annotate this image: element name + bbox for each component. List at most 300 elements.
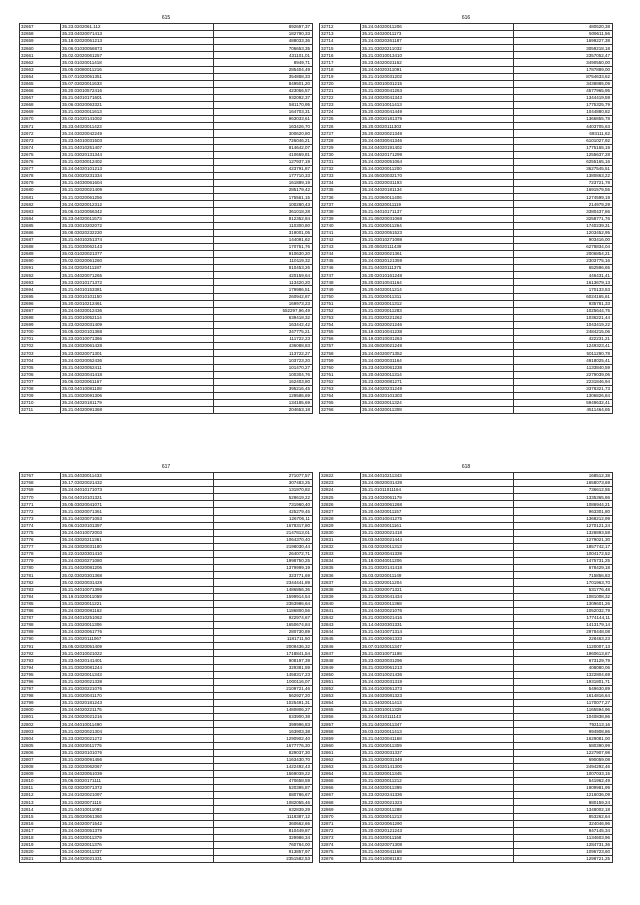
table-row: [20, 593, 313, 600]
row-id-cell: 32757: [320, 343, 361, 350]
row-id-cell: 32666: [20, 87, 61, 94]
code-cell: 35.24.03020061428: [61, 343, 214, 350]
code-cell: 35.23.02010171372: [61, 279, 214, 286]
row-id-cell: 32746: [320, 265, 361, 272]
amount-cell: 2147813,01: [214, 529, 313, 536]
row-id-cell: 32692: [20, 272, 61, 279]
table-row: [320, 385, 613, 392]
row-id-cell: 32727: [320, 130, 361, 137]
code-cell: 35.03.01020011418: [61, 59, 214, 66]
table-row: [320, 24, 613, 31]
row-id-cell: 32675: [20, 151, 61, 158]
row-id-cell: 32785: [20, 600, 61, 607]
table-row: [20, 614, 313, 621]
code-cell: 35.21.04020041168: [361, 848, 514, 855]
code-cell: 35.24.03020021361: [361, 251, 514, 258]
row-id-cell: 32669: [20, 109, 61, 116]
row-id-cell: 32873: [320, 834, 361, 841]
table-row: [320, 94, 613, 101]
table-row: [20, 87, 313, 94]
row-id-cell: 32843: [320, 621, 361, 628]
code-cell: 35.24.02020011376: [61, 841, 214, 848]
table-row: [320, 109, 613, 116]
row-id-cell: 32751: [320, 300, 361, 307]
code-cell: 35.14.04020301331: [361, 621, 514, 628]
table-row: [320, 508, 613, 515]
row-id-cell: 32703: [20, 350, 61, 357]
amount-cell: 1249323,41: [514, 343, 613, 350]
code-cell: 35.21.04010071399: [61, 586, 214, 593]
code-cell: 35.05.03020041071: [61, 501, 214, 508]
amount-cell: 170133,53: [514, 286, 613, 293]
code-cell: 35.23.03020081271: [361, 378, 514, 385]
table-row: [20, 515, 313, 522]
row-id-cell: 32854: [320, 700, 361, 707]
code-cell: 35.02.03020071372: [61, 785, 214, 792]
table-row: [20, 158, 313, 165]
code-cell: 35.24.05020032170: [361, 172, 514, 179]
amount-cell: 760784,00: [214, 841, 313, 848]
code-cell: 35.24.04010171073: [61, 487, 214, 494]
row-id-cell: 32791: [20, 643, 61, 650]
amount-cell: 652596,65: [514, 265, 613, 272]
row-id-cell: 32858: [320, 728, 361, 735]
amount-cell: 520395,87: [214, 785, 313, 792]
row-id-cell: 32870: [320, 813, 361, 820]
code-cell: 35.24.03020061776: [61, 629, 214, 636]
amount-cell: 169973,23: [214, 300, 313, 307]
table-row: [20, 621, 313, 628]
table-row: [20, 856, 313, 863]
table-row: [320, 137, 613, 144]
row-id-cell: 32869: [320, 806, 361, 813]
table-row: [320, 579, 613, 586]
table-row: [20, 487, 313, 494]
code-cell: 35.24.04020101213: [61, 165, 214, 172]
amount-cell: 161889,19: [214, 180, 313, 187]
amount-cell: 420159,64: [214, 272, 313, 279]
amount-cell: 792113,16: [514, 721, 613, 728]
table-row: [20, 314, 313, 321]
code-cell: 35.24.03020121359: [361, 258, 514, 265]
document-page: [319, 463, 613, 863]
amount-cell: 2484215,06: [514, 329, 613, 336]
amount-cell: 2353986,64: [214, 600, 313, 607]
table-row: [20, 579, 313, 586]
table-row: [320, 123, 613, 130]
amount-cell: 182790,33: [214, 31, 313, 38]
row-id-cell: 32846: [320, 643, 361, 650]
code-cell: 35.21.03020011309: [361, 742, 514, 749]
code-cell: 35.23.04020011423: [61, 123, 214, 130]
code-cell: 35.24.04020081323: [361, 692, 514, 699]
amount-cell: 4918025,41: [514, 357, 613, 364]
code-cell: 35.21.02020061256: [61, 194, 214, 201]
table-row: [20, 501, 313, 508]
amount-cell: 549630,89: [514, 685, 613, 692]
amount-cell: 8949,71: [214, 59, 313, 66]
code-cell: 35.24.03020011775: [61, 742, 214, 749]
table-row: [20, 742, 313, 749]
code-cell: 35.21.03010011413: [361, 102, 514, 109]
row-id-cell: 32787: [20, 614, 61, 621]
code-cell: 35.21.02020021338: [61, 678, 214, 685]
amount-cell: 1701963,70: [514, 579, 613, 586]
code-cell: 35.20.04020011314: [361, 371, 514, 378]
table-row: [20, 657, 313, 664]
table-row: [320, 236, 613, 243]
amount-cell: 853262,64: [514, 813, 613, 820]
amount-cell: 1170077,27: [514, 700, 613, 707]
table-row: [320, 350, 613, 357]
code-cell: 35.21.04020052411: [61, 364, 214, 371]
row-id-cell: 32875: [320, 848, 361, 855]
code-cell: 35.21.02020021304: [61, 728, 214, 735]
amount-cell: 947145,34: [514, 827, 613, 834]
row-id-cell: 32814: [20, 806, 61, 813]
amount-cell: 1909981,99: [514, 785, 613, 792]
row-id-cell: 32738: [320, 208, 361, 215]
row-id-cell: 32771: [20, 501, 61, 508]
amount-cell: 3438885,09: [514, 80, 613, 87]
amount-cell: 4577965,95: [514, 87, 613, 94]
code-cell: 35.06.03020171111: [61, 778, 214, 785]
row-id-cell: 32762: [320, 378, 361, 385]
code-cell: 35.21.03010013410: [361, 52, 514, 59]
table-row: [20, 664, 313, 671]
row-id-cell: 32718: [320, 66, 361, 73]
row-id-cell: 32763: [320, 385, 361, 392]
row-id-cell: 32799: [20, 700, 61, 707]
table-row: [20, 714, 313, 721]
code-cell: 35.22.01020301410: [61, 551, 214, 558]
table-row: [20, 31, 313, 38]
code-cell: 35.23.02020031409: [61, 321, 214, 328]
table-row: [320, 678, 613, 685]
amount-cell: 470658,59: [214, 778, 313, 785]
amount-cell: 715856,83: [514, 572, 613, 579]
amount-cell: 1298721,25: [514, 856, 613, 863]
code-cell: 35.24.04020021331: [61, 856, 214, 863]
code-cell: 35.24.04020061268: [361, 501, 514, 508]
table-row: [320, 45, 613, 52]
page-number: 617: [161, 464, 171, 470]
table-row: [320, 208, 613, 215]
table-row: [20, 45, 313, 52]
amount-cell: 903416,00: [514, 236, 613, 243]
code-cell: 35.21.04020041168: [361, 735, 514, 742]
row-id-cell: 32701: [20, 336, 61, 343]
code-cell: 35.03.02020011149: [361, 572, 514, 579]
amount-cell: 736612,55: [514, 487, 613, 494]
table-row: [20, 222, 313, 229]
amount-cell: 581170,95: [214, 102, 313, 109]
table-row: [20, 336, 313, 343]
amount-cell: 285404,49: [214, 66, 313, 73]
table-row: [20, 73, 313, 80]
table-row: [320, 187, 613, 194]
amount-cell: 6024165,61: [514, 293, 613, 300]
row-id-cell: 32670: [20, 116, 61, 123]
code-cell: 35.21.03020031193: [361, 180, 514, 187]
row-id-cell: 32667: [20, 94, 61, 101]
row-id-cell: 32719: [320, 73, 361, 80]
row-id-cell: 32844: [320, 629, 361, 636]
amount-cell: 1857742,17: [514, 543, 613, 550]
table-row: [320, 565, 613, 572]
table-row: [320, 827, 613, 834]
code-cell: 35.18.03040011206: [361, 558, 514, 565]
code-cell: 35.24.03020031319: [361, 678, 514, 685]
amount-cell: 2978448,08: [514, 629, 613, 636]
code-cell: 35.03.01020021377: [61, 251, 214, 258]
amount-cell: 910630,20: [214, 251, 313, 258]
row-id-cell: 32752: [320, 307, 361, 314]
row-id-cell: 32749: [320, 286, 361, 293]
table-row: [320, 222, 613, 229]
row-id-cell: 32673: [20, 137, 61, 144]
amount-cell: 100304,76: [214, 371, 313, 378]
amount-cell: 1328893,58: [514, 529, 613, 536]
code-cell: 35.24.03020261187: [361, 38, 514, 45]
amount-cell: 2231846,94: [514, 378, 613, 385]
table-row: [320, 38, 613, 45]
row-id-cell: 32865: [320, 778, 361, 785]
code-cell: 35.21.03020011212: [361, 778, 514, 785]
code-cell: 35.21.04010071314: [361, 629, 514, 636]
row-id-cell: 32876: [320, 856, 361, 863]
row-id-cell: 32696: [20, 300, 61, 307]
table-row: [20, 130, 313, 137]
row-id-cell: 32709: [20, 392, 61, 399]
row-id-cell: 32805: [20, 742, 61, 749]
code-cell: 35.21.03020221262: [361, 314, 514, 321]
code-cell: 35.24.03020011324: [361, 399, 514, 406]
table-row: [320, 551, 613, 558]
amount-cell: 1284731,36: [514, 841, 613, 848]
row-id-cell: 32809: [20, 770, 61, 777]
row-id-cell: 32741: [320, 229, 361, 236]
table-row: [320, 834, 613, 841]
row-id-cell: 32851: [320, 678, 361, 685]
table-row: [20, 236, 313, 243]
amount-cell: 1118387,12: [214, 813, 313, 820]
table-row: [20, 229, 313, 236]
amount-cell: 1931801,71: [514, 678, 613, 685]
table-row: [320, 321, 613, 328]
row-id-cell: 32780: [20, 565, 61, 572]
table-row: [320, 251, 613, 258]
row-id-cell: 32715: [320, 45, 361, 52]
row-id-cell: 32826: [320, 501, 361, 508]
amount-cell: 423056,57: [214, 87, 313, 94]
table-row: [320, 721, 613, 728]
code-cell: 35.20.04020011157: [361, 508, 514, 515]
code-cell: 35.24.04020011399: [361, 785, 514, 792]
amount-cell: 1274599,19: [514, 194, 613, 201]
code-cell: 35.21.04020011347: [361, 721, 514, 728]
row-id-cell: 32700: [20, 329, 61, 336]
amount-cell: 690059,08: [514, 756, 613, 763]
row-id-cell: 32734: [320, 180, 361, 187]
table-row: [320, 473, 613, 480]
code-cell: 35.05.02020051409: [61, 643, 214, 650]
table-row: [320, 600, 613, 607]
code-cell: 35.20.03020121243: [361, 827, 514, 834]
row-id-cell: 32816: [20, 820, 61, 827]
amount-cell: 446431,41: [514, 272, 613, 279]
row-id-cell: 32788: [20, 621, 61, 628]
amount-cell: 110300,80: [214, 222, 313, 229]
table-row: [320, 714, 613, 721]
table-row: [20, 52, 313, 59]
code-cell: 35.03.01020011413: [361, 728, 514, 735]
row-id-cell: 32691: [20, 265, 61, 272]
row-id-cell: 32664: [20, 73, 61, 80]
row-id-cell: 32679: [20, 180, 61, 187]
code-cell: 35.21.03020141418: [361, 565, 514, 572]
row-id-cell: 32768: [20, 480, 61, 487]
code-cell: 35.21.03010071198: [361, 650, 514, 657]
code-cell: 35.21.03020011213: [361, 813, 514, 820]
code-cell: 35.24.05020021249: [361, 343, 514, 350]
row-id-cell: 32782: [20, 579, 61, 586]
table-row: [20, 770, 313, 777]
code-cell: 35.23.03010101150: [61, 293, 214, 300]
row-id-cell: 32687: [20, 236, 61, 243]
amount-cell: 1040838,86: [514, 714, 613, 721]
table-row: [320, 286, 613, 293]
amount-cell: 214979,29: [514, 201, 613, 208]
row-id-cell: 32682: [20, 201, 61, 208]
code-cell: 35.18.02020061213: [61, 38, 214, 45]
code-cell: 35.24.03020042249: [61, 130, 214, 137]
code-cell: 35.21.03020021418: [361, 529, 514, 536]
code-cell: 35.21.04020071265: [61, 272, 214, 279]
page-number: 616: [461, 15, 471, 21]
row-id-cell: 32830: [320, 529, 361, 536]
code-cell: 35.24.04020051039: [61, 770, 214, 777]
amount-cell: 1335365,86: [514, 494, 613, 501]
amount-cell: 1678317,80: [214, 522, 313, 529]
code-cell: 35.21.02020181243: [61, 700, 214, 707]
table-row: [320, 756, 613, 763]
amount-cell: 509611,56: [514, 31, 613, 38]
table-row: [20, 600, 313, 607]
amount-cell: 163426,70: [214, 123, 313, 130]
row-id-cell: 32778: [20, 551, 61, 558]
row-id-cell: 32800: [20, 707, 61, 714]
table-row: [20, 371, 313, 378]
amount-cell: 1629081,00: [514, 735, 613, 742]
amount-cell: 1960613,67: [514, 650, 613, 657]
amount-cell: 323771,69: [214, 572, 313, 579]
amount-cell: 3059218,18: [514, 45, 613, 52]
code-cell: 35.21.03020031349: [361, 756, 514, 763]
amount-cell: 814642,07: [214, 144, 313, 151]
code-cell: 35.20.03020111303: [361, 123, 514, 130]
code-cell: 35.24.04020221175: [61, 707, 214, 714]
row-id-cell: 32730: [320, 151, 361, 158]
row-id-cell: 32665: [20, 80, 61, 87]
code-cell: 35.03.02020011313: [361, 543, 514, 550]
row-id-cell: 32735: [320, 187, 361, 194]
code-cell: 35.21.03020041434: [361, 593, 514, 600]
amount-cell: 177710,33: [214, 172, 313, 179]
amount-cell: 1614816,64: [514, 692, 613, 699]
code-cell: 35.24.04010111143: [361, 714, 514, 721]
table-row: [20, 385, 313, 392]
table-row: [320, 293, 613, 300]
amount-cell: 425279,45: [214, 508, 313, 515]
row-id-cell: 32725: [320, 116, 361, 123]
amount-cell: 271077,57: [214, 473, 313, 480]
amount-cell: 829037,30: [214, 749, 313, 756]
code-cell: 35.23.04020141401: [61, 657, 214, 664]
row-id-cell: 32723: [320, 102, 361, 109]
amount-cell: 431101,01: [214, 52, 313, 59]
row-id-cell: 32702: [20, 343, 61, 350]
amount-cell: 1082055,46: [214, 799, 313, 806]
row-id-cell: 32754: [320, 321, 361, 328]
table-row: [320, 300, 613, 307]
table-row: [320, 329, 613, 336]
code-cell: 35.24.05020031439: [361, 480, 514, 487]
code-cell: 35.21.03030021416: [361, 614, 514, 621]
table-row: [320, 265, 613, 272]
code-cell: 35.24.04020021076: [361, 607, 514, 614]
table-row: [20, 551, 313, 558]
table-row: [320, 685, 613, 692]
code-cell: 35.21.03020011283: [361, 307, 514, 314]
code-cell: 35.24.03020031180: [61, 543, 214, 550]
row-id-cell: 32842: [320, 614, 361, 621]
code-cell: 35.21.03010052114: [61, 314, 214, 321]
table-row: [320, 501, 613, 508]
code-cell: 35.24.01020051373: [361, 685, 514, 692]
row-id-cell: 32835: [320, 565, 361, 572]
code-cell: 35.24.03020041343: [361, 94, 514, 101]
table-row: [20, 392, 313, 399]
code-cell: 35.21.03020091456: [61, 756, 214, 763]
row-id-cell: 32743: [320, 243, 361, 250]
table-row: [20, 172, 313, 179]
code-cell: 35.20.04020011214: [361, 286, 514, 293]
amount-cell: 693111,62: [514, 130, 613, 137]
row-id-cell: 32838: [320, 586, 361, 593]
table-row: [320, 307, 613, 314]
amount-cell: 1413179,14: [514, 621, 613, 628]
row-id-cell: 32747: [320, 272, 361, 279]
row-id-cell: 32710: [20, 399, 61, 406]
row-id-cell: 32804: [20, 735, 61, 742]
row-id-cell: 32755: [320, 329, 361, 336]
code-cell: 35.24.04020171299: [361, 151, 514, 158]
amount-cell: 354858,33: [214, 73, 313, 80]
amount-cell: 1290902,40: [214, 735, 313, 742]
amount-cell: 6255165,16: [514, 158, 613, 165]
amount-cell: 1422492,43: [214, 763, 313, 770]
row-id-cell: 32770: [20, 494, 61, 501]
row-id-cell: 32707: [20, 378, 61, 385]
row-id-cell: 32832: [320, 543, 361, 550]
amount-cell: 1774144,11: [514, 614, 613, 621]
row-id-cell: 32797: [20, 685, 61, 692]
amount-cell: 170751,76: [214, 243, 313, 250]
code-cell: 35.23.04020071413: [61, 31, 214, 38]
table-row: [320, 258, 613, 265]
amount-cell: 307483,25: [214, 480, 313, 487]
